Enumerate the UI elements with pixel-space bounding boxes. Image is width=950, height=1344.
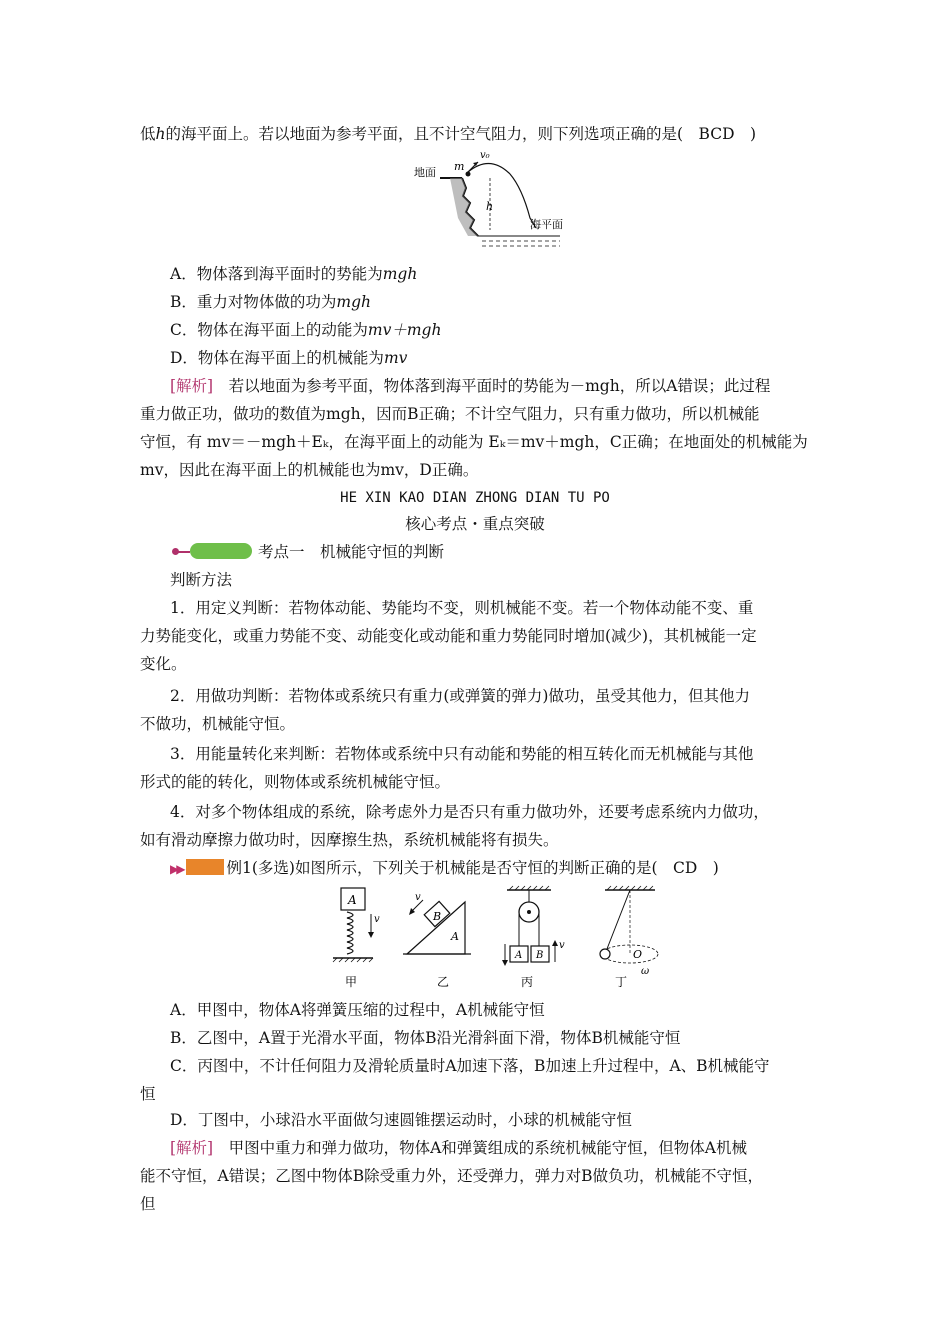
analysis-2-line-1: [解析] 甲图中重力和弹力做功，物体A和弹簧组成的系统机械能守恒，但物体A机械 [170, 1139, 747, 1157]
svg-text:v: v [415, 892, 421, 903]
analysis-tag: [解析] [170, 377, 214, 395]
method-2-line-2: 不做功，机械能守恒。 [140, 715, 296, 733]
mass-dot [466, 172, 471, 177]
svg-text:B: B [433, 910, 442, 923]
svg-text:ω: ω [641, 966, 650, 977]
diagram-yi [403, 892, 471, 989]
bullet-dot-icon [176, 551, 190, 553]
svg-text:丙: 丙 [521, 975, 534, 989]
point-heading: 考点一 机械能守恒的判断 [176, 542, 444, 562]
method-4-line-1: 4．对多个物体组成的系统，除考虑外力是否只有重力做功外，还要考虑系统内力做功， [170, 803, 769, 821]
analysis-1-line-4: mv，因此在海平面上的机械能也为mv，D正确。 [140, 461, 479, 479]
method-1-line-3: 变化。 [140, 655, 187, 673]
option-1-b: B．重力对物体做的功为mgh [170, 293, 372, 311]
green-pill-icon [190, 543, 252, 559]
svg-text:v: v [374, 914, 380, 925]
sea-label: 海平面 [530, 218, 563, 231]
svg-text:A: A [515, 950, 523, 961]
double-arrow-icon: ▶▶ [170, 862, 183, 876]
option-1-a: A．物体落到海平面时的势能为mgh [170, 265, 418, 283]
option-1-d: D．物体在海平面上的机械能为mv [170, 349, 408, 367]
ground-label: 地面 [414, 166, 436, 179]
v0-arrowhead [473, 162, 478, 166]
section-title: 核心考点・重点突破 [405, 515, 545, 533]
method-4-line-2: 如有滑动摩擦力做功时，因摩擦生热，系统机械能将有损失。 [140, 831, 559, 849]
option-2-d: D．丁图中，小球沿水平面做匀速圆锥摆运动时，小球的机械能守恒 [170, 1111, 632, 1129]
svg-text:丁: 丁 [615, 975, 628, 989]
option-2-c-line-1: C．丙图中，不计任何阻力及滑轮质量时A加速下落，B加速上升过程中，A、B机械能守 [170, 1057, 770, 1075]
method-1-line-2: 力势能变化，或重力势能不变、动能变化或动能和重力势能同时增加(减少)，其机械能一定 [140, 627, 757, 645]
cliff-rock [450, 178, 478, 236]
question-intro [140, 124, 756, 144]
mass-label: m [454, 160, 465, 173]
intro-prefix: 低 [140, 125, 156, 143]
four-diagrams-figure [315, 882, 675, 994]
method-1-line-1: 1．用定义判断：若物体动能、势能均不变，则机械能不变。若一个物体动能不变、重 [170, 599, 754, 617]
example-heading: ▶▶ 例1(多选)如图所示，下列关于机械能是否守恒的判断正确的是( CD ) [170, 859, 719, 877]
option-2-c-line-2: 恒 [140, 1085, 156, 1103]
svg-text:B: B [536, 950, 544, 961]
svg-text:O: O [633, 948, 643, 961]
method-2-line-1: 2．用做功判断：若物体或系统只有重力(或弹簧的弹力)做功，虽受其他力，但其他力 [170, 687, 750, 705]
h-label: h [486, 200, 494, 213]
method-title: 判断方法 [170, 571, 233, 589]
option-2-a: A．甲图中，物体A将弹簧压缩的过程中，A机械能守恒 [170, 1001, 545, 1019]
method-3-line-1: 3．用能量转化来判断：若物体或系统中只有动能和势能的相互转化而无机械能与其他 [170, 745, 754, 763]
cliff-figure [410, 148, 580, 256]
diagram-jia [333, 888, 380, 989]
analysis-2-line-2: 能不守恒，A错误；乙图中物体B除受重力外，还受弹力，弹力对B做负功，机械能不守恒， [140, 1167, 763, 1185]
method-3-line-2: 形式的能的转化，则物体或系统机械能守恒。 [140, 773, 451, 791]
svg-text:A: A [348, 893, 357, 907]
option-1-c: C．物体在海平面上的动能为mv＋mgh [170, 321, 442, 339]
section-pinyin: HE XIN KAO DIAN ZHONG DIAN TU PO [340, 490, 610, 506]
svg-text:A: A [451, 930, 459, 943]
diagram-ding [600, 886, 658, 989]
analysis-1-line-1: [解析] 若以地面为参考平面，物体落到海平面时的势能为－mgh，所以A错误；此过程 [170, 377, 771, 395]
diagram-bing [502, 886, 565, 989]
option-2-b: B．乙图中，A置于光滑水平面，物体B沿光滑斜面下滑，物体B机械能守恒 [170, 1029, 681, 1047]
var-h: h [155, 125, 166, 143]
svg-text:乙: 乙 [437, 975, 450, 989]
analysis-1-line-3: 守恒，有 mv＝－mgh＋Eₖ，在海平面上的动能为 Eₖ＝mv＋mgh，C正确；在地面处的机械能为 [140, 433, 808, 451]
v0-label: v₀ [480, 150, 490, 161]
intro-text: 的海平面上。若以地面为参考平面，且不计空气阻力，则下列选项正确的是( BCD ) [165, 125, 757, 143]
svg-text:甲: 甲 [345, 975, 358, 989]
trajectory [468, 163, 536, 228]
analysis-1-line-2: 重力做正功，做功的数值为mgh，因而B正确；不计空气阻力，只有重力做功，所以机械能 [140, 405, 760, 423]
orange-box-icon [186, 859, 224, 875]
analysis-tag: [解析] [170, 1139, 214, 1157]
analysis-2-line-3: 但 [140, 1195, 156, 1213]
svg-text:v: v [559, 940, 565, 951]
